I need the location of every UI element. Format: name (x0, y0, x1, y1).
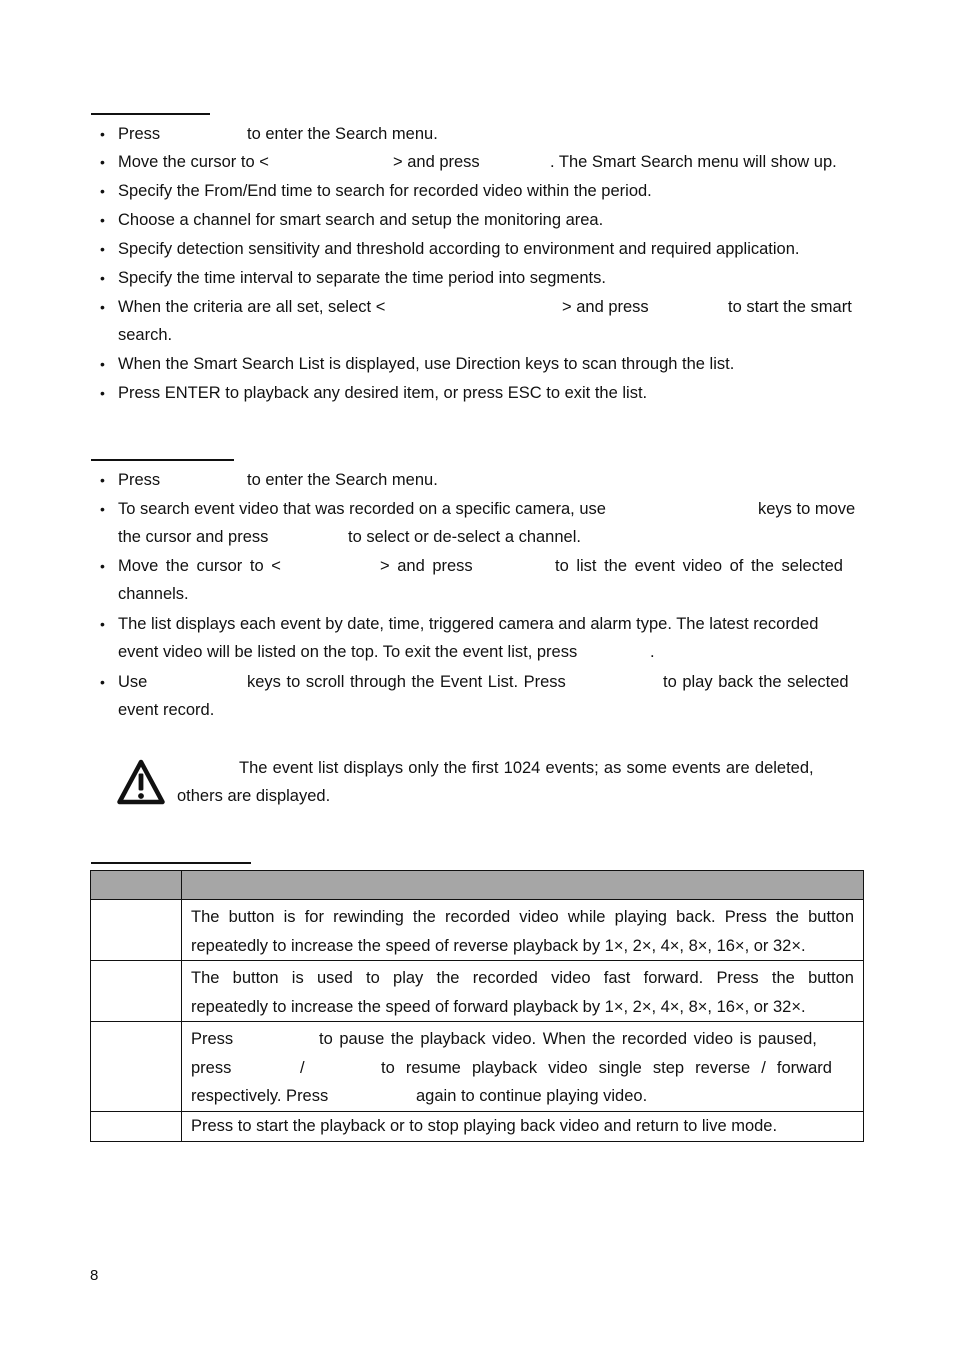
list-item-text: Press ENTER to playback any desired item, or press ESC to exit the list. (118, 384, 648, 402)
page-number: 8 (90, 1267, 99, 1284)
list-item-text: event video will be listed on the top. To exit the event list, press (118, 643, 578, 661)
description-text: Press (191, 1030, 234, 1048)
list-item-text: to enter the Search menu. (247, 471, 438, 489)
bullet: • (100, 241, 105, 257)
list-item-text: the cursor and press (118, 528, 269, 546)
description-line (191, 1082, 854, 1111)
table-header-row (91, 871, 864, 900)
bullet: • (100, 674, 105, 690)
bullet: • (100, 616, 105, 632)
list-item-text: to select or de-select a channel. (348, 528, 581, 546)
table-row (91, 900, 864, 961)
list-item-text: > and press (562, 298, 649, 316)
description-text: respectively. Press (191, 1087, 329, 1105)
list-item-text: When the Smart Search List is displayed, use Direction keys to scan through the list. (118, 355, 735, 373)
bullet: • (100, 558, 105, 574)
section-heading-underline (91, 862, 251, 864)
note-line: others are displayed. (177, 787, 331, 805)
list-item-text: Press (118, 125, 161, 143)
bullet: • (100, 501, 105, 517)
description-line: The button is for rewinding the recorded video while playing back. Press the button (191, 908, 854, 926)
bullet: • (100, 154, 105, 170)
description-cell (182, 900, 864, 961)
list-item-text: Move the cursor to < (118, 153, 269, 171)
bullet: • (100, 270, 105, 286)
description-text: / (300, 1058, 305, 1077)
list-item-text: keys to move (758, 500, 856, 518)
button-cell (91, 1111, 182, 1141)
description-cell (182, 1111, 864, 1141)
description-text: to pause the playback video. When the recorded video is paused, (319, 1030, 817, 1048)
bullet: • (100, 183, 105, 199)
list-item-text: > and press (393, 153, 480, 171)
table-row (91, 1111, 864, 1141)
list-item-text: Specify the time interval to separate the time period into segments. (118, 269, 606, 287)
note-text (177, 787, 330, 806)
description-text: press (191, 1058, 232, 1077)
list-item-text: search. (118, 326, 173, 344)
table-row (91, 961, 864, 1022)
list-item-text: to list the event video of the selected (555, 557, 843, 575)
list-item-text: to start the smart (728, 298, 852, 316)
bullet: • (100, 356, 105, 372)
list-item-text: Press (118, 471, 161, 489)
bullet: • (100, 126, 105, 142)
description-cell (182, 1022, 864, 1112)
list-item-text: to play back the selected (663, 673, 849, 691)
description-line: Press to start the playback or to stop playing back video and return to live mode. (191, 1116, 778, 1135)
description-line (191, 1025, 854, 1054)
description-line (191, 1054, 854, 1083)
description-line: repeatedly to increase the speed of reverse playback by 1×, 2×, 4×, 8×, 16×, or 32×. (191, 936, 806, 955)
section-heading-underline (91, 113, 210, 115)
description-line: The button is used to play the recorded video fast forward. Press the button (191, 969, 854, 987)
table-row (91, 1022, 864, 1112)
bullet: • (100, 212, 105, 228)
list-item-text: channels. (118, 585, 189, 603)
button-cell (91, 961, 182, 1022)
button-cell (91, 900, 182, 961)
list-item-text: to enter the Search menu. (247, 125, 438, 143)
list-item-text: > and press (380, 557, 473, 575)
list-item-text: Specify the From/End time to search for recorded video within the period. (118, 182, 652, 200)
note-line: The event list displays only the first 1024 events; as some events are deleted, (239, 759, 814, 777)
header-cell-button (91, 871, 182, 900)
list-item-text: keys to scroll through the Event List. Press (247, 673, 566, 691)
bullet: • (100, 385, 105, 401)
list-item-text: event record. (118, 701, 215, 719)
description-cell (182, 961, 864, 1022)
header-cell-description (182, 871, 864, 900)
list-item-text: Specify detection sensitivity and threshold according to environment and required application. (118, 240, 800, 258)
playback-controls-table (90, 870, 864, 1142)
list-item-text: When the criteria are all set, select < (118, 298, 386, 316)
list-item-text: Choose a channel for smart search and setup the monitoring area. (118, 211, 604, 229)
bullet: • (100, 472, 105, 488)
button-cell (91, 1022, 182, 1112)
list-item-text: Use (118, 673, 148, 691)
list-item-text: To search event video that was recorded on a specific camera, use (118, 500, 606, 518)
description-text: again to continue playing video. (416, 1087, 648, 1105)
section-heading-underline (91, 459, 234, 461)
list-item-text: . The Smart Search menu will show up. (550, 153, 837, 171)
warning-icon (117, 759, 165, 805)
list-item-text: Move the cursor to < (118, 557, 281, 575)
list-item-text: The list displays each event by date, time, triggered camera and alarm type. The latest recorded (118, 615, 819, 633)
bullet: • (100, 299, 105, 315)
description-text: to resume playback video single step reverse / forward (381, 1058, 832, 1077)
description-line: repeatedly to increase the speed of forward playback by 1×, 2×, 4×, 8×, 16×, or 32×. (191, 997, 806, 1016)
list-item-text: . (650, 643, 655, 661)
note-text (239, 759, 814, 778)
